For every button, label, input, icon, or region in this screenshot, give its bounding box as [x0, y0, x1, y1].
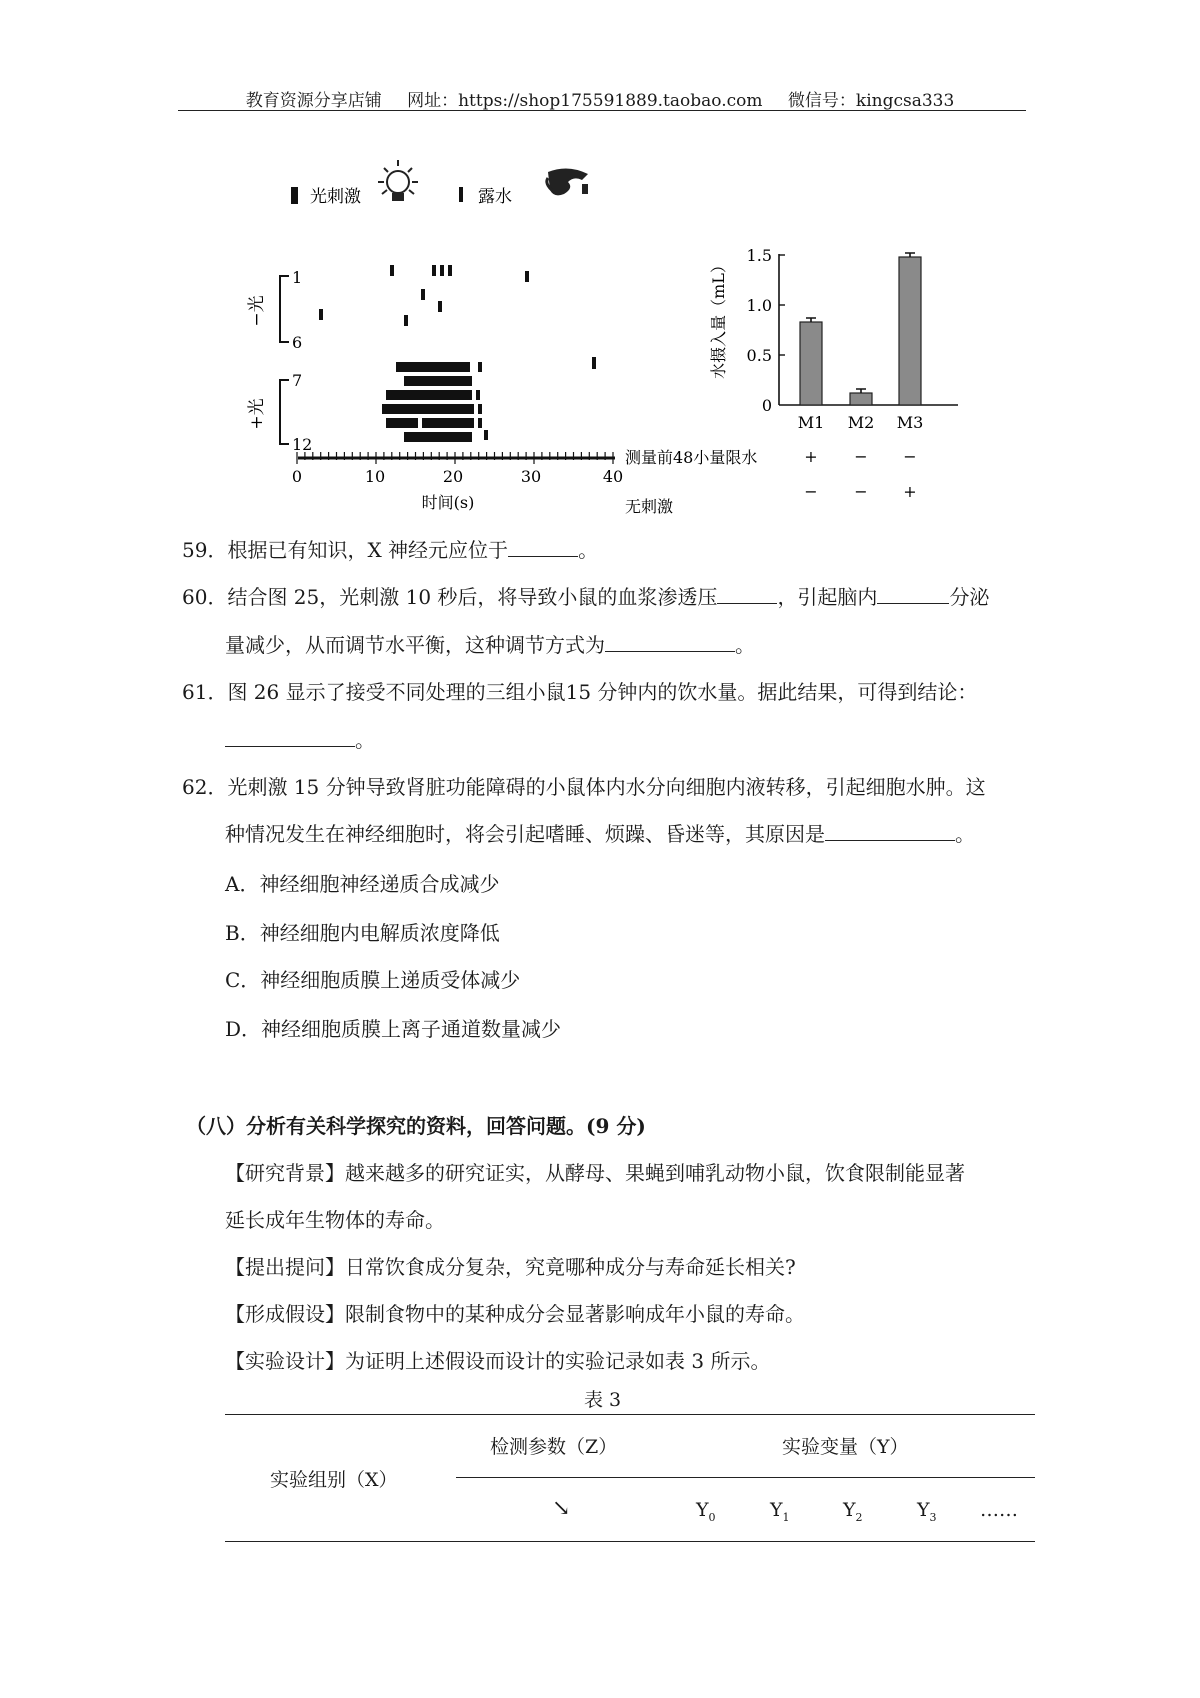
experiment-design	[225, 1345, 770, 1374]
lightbulb-icon	[378, 160, 418, 201]
question-62-line2	[225, 821, 975, 847]
error-bar-m1	[806, 318, 816, 322]
q62-option-a[interactable]: A．神经细胞神经递质合成减少	[225, 872, 500, 896]
row-label-7: 7	[292, 371, 303, 390]
legend-water-mark	[459, 187, 463, 202]
q62-option-d[interactable]: D．神经细胞质膜上离子通道数量减少	[225, 1017, 562, 1041]
category-m2: M2	[847, 413, 875, 432]
h-text: 限制食物中的某种成分会显著影响成年小鼠的寿命。	[345, 1302, 805, 1326]
y0-header: $Y_0$	[696, 1499, 716, 1524]
q60-blank-2[interactable]	[877, 585, 949, 604]
q62-option-c[interactable]: C．神经细胞质膜上递质受体减少	[225, 968, 521, 992]
x-tick-0: 0	[291, 467, 303, 486]
q61-tail: 。	[355, 728, 375, 752]
q60-text-b: ，引起脑内	[777, 585, 878, 609]
table-3-caption: 表 3	[584, 1389, 622, 1411]
cond2-m2: −	[854, 482, 868, 501]
bg-text-1: 越来越多的研究证实，从酵母、果蝇到哺乳动物小鼠，饮食限制能显著	[345, 1161, 965, 1185]
q62-number: 62．	[182, 775, 228, 799]
question-posed	[225, 1251, 796, 1280]
row-label-12: 12	[292, 435, 313, 454]
q62-line2: 种情况发生在神经细胞时，将会引起嗜睡、烦躁、昏迷等，其原因是	[225, 822, 825, 846]
q61-text: 图 26 显示了接受不同处理的三组小鼠15 分钟内的饮水量。据此结果，可得到结论：	[227, 680, 978, 704]
bg-text-2: 延长成年生物体的寿命。	[225, 1208, 445, 1232]
bar-m2	[850, 393, 872, 405]
q59-number: 59．	[182, 538, 228, 562]
wechat-id: 微信号：kingcsa333	[787, 91, 955, 111]
q62-option-b[interactable]: B．神经细胞内电解质浓度降低	[225, 921, 500, 945]
q60-line2-text: 量减少，从而调节水平衡，这种调节方式为	[225, 633, 605, 657]
q62-line1: 光刺激 15 分钟导致肾脏功能障碍的小鼠体内水分向细胞内液转移，引起细胞水肿。这	[227, 775, 986, 799]
col-header-z: 检测参数（Z）	[490, 1436, 618, 1458]
bar-m1	[800, 322, 822, 405]
question-60-line2	[225, 632, 755, 658]
q-text: 日常饮食成分复杂，究竟哪种成分与寿命延长相关?	[345, 1255, 796, 1279]
bg-label: 【研究背景】	[225, 1161, 345, 1185]
hypothesis	[225, 1298, 805, 1327]
y3-header: $Y_3$	[917, 1499, 937, 1524]
shop-url: 网址：https://shop175591889.taobao.com	[407, 91, 763, 111]
bracket-plus-light	[280, 380, 289, 444]
y-tick-1-0: 1.0	[746, 296, 772, 315]
q-label: 【提出提问】	[225, 1255, 345, 1279]
question-59	[182, 537, 598, 563]
col-header-y: 实验变量（Y）	[782, 1436, 909, 1458]
diagonal-arrow-icon: ↘	[552, 1496, 571, 1521]
research-background	[225, 1157, 965, 1186]
q59-blank[interactable]	[508, 538, 578, 557]
raster-x-ticks	[297, 452, 613, 464]
q60-number: 60．	[182, 585, 228, 609]
cond1-m1: +	[804, 447, 818, 466]
bar-y-label: 水摄入量（mL）	[709, 257, 728, 379]
ellipsis: ……	[980, 1499, 1018, 1521]
y2-header: $Y_2$	[843, 1499, 863, 1524]
x-tick-10: 10	[364, 467, 386, 486]
q60-line2-tail: 。	[735, 633, 755, 657]
cond1-m3: −	[903, 447, 917, 466]
condition-1-label: 测量前48小量限水	[625, 448, 758, 467]
shop-name: 教育资源分享店铺	[245, 91, 382, 111]
category-m3: M3	[896, 413, 924, 432]
question-61	[182, 679, 977, 705]
q60-blank-1[interactable]	[717, 585, 777, 604]
table-top-rule	[225, 1414, 1035, 1415]
mouse-drinking-icon	[547, 168, 588, 195]
condition-2-label: 无刺激	[625, 497, 674, 516]
legend-light-mark	[291, 187, 298, 204]
d-text: 为证明上述假设而设计的实验记录如表 3 所示。	[345, 1349, 771, 1373]
section-8-title: （八）分析有关科学探究的资料，回答问题。(9 分)	[186, 1114, 646, 1138]
question-61-line2	[225, 727, 375, 753]
q60-text-c: 分泌	[949, 585, 990, 609]
x-tick-20: 20	[442, 467, 464, 486]
x-axis-label: 时间(s)	[421, 493, 475, 512]
y-tick-0: 0	[761, 396, 772, 415]
q62-blank[interactable]	[825, 822, 955, 841]
bar-m3	[899, 257, 921, 405]
h-label: 【形成假设】	[225, 1302, 345, 1326]
bracket-minus-light	[280, 276, 289, 342]
q60-text-a: 结合图 25，光刺激 10 秒后，将导致小鼠的血浆渗透压	[227, 585, 718, 609]
row-label-1: 1	[292, 268, 303, 287]
row-header-x: 实验组别（X）	[270, 1469, 398, 1491]
cond2-m3: +	[903, 482, 917, 501]
y-tick-0-5: 0.5	[746, 346, 772, 365]
x-tick-30: 30	[520, 467, 542, 486]
d-label: 【实验设计】	[225, 1349, 345, 1373]
q60-blank-3[interactable]	[605, 633, 735, 652]
y1-header: $Y_1$	[770, 1499, 790, 1524]
group-label-minus: −光	[247, 295, 267, 327]
q61-number: 61．	[182, 680, 228, 704]
cond2-m1: −	[804, 482, 818, 501]
error-bar-m3	[905, 253, 915, 257]
legend-water-label: 露水	[478, 187, 512, 207]
y-tick-1-5: 1.5	[746, 246, 772, 265]
question-62	[182, 774, 986, 800]
category-m1: M1	[797, 413, 825, 432]
q62-tail: 。	[955, 822, 975, 846]
row-label-6: 6	[292, 333, 303, 352]
legend-light-label: 光刺激	[310, 187, 361, 207]
q59-text: 根据已有知识，X 神经元应位于	[227, 538, 509, 562]
question-60	[182, 584, 989, 610]
cond1-m2: −	[854, 447, 868, 466]
error-bar-m2	[856, 389, 866, 393]
raster-ticks-no-light	[319, 265, 529, 326]
bar-y-ticks	[779, 255, 785, 355]
table-mid-rule	[456, 1477, 1035, 1478]
raster-bars-light	[382, 357, 596, 442]
q61-blank[interactable]	[225, 728, 355, 747]
x-tick-40: 40	[602, 467, 624, 486]
group-label-plus: +光	[247, 398, 267, 430]
bar-series	[800, 253, 921, 405]
q59-tail: 。	[578, 538, 599, 562]
table-bottom-rule	[225, 1541, 1035, 1542]
figure-25-26	[0, 0, 1200, 540]
